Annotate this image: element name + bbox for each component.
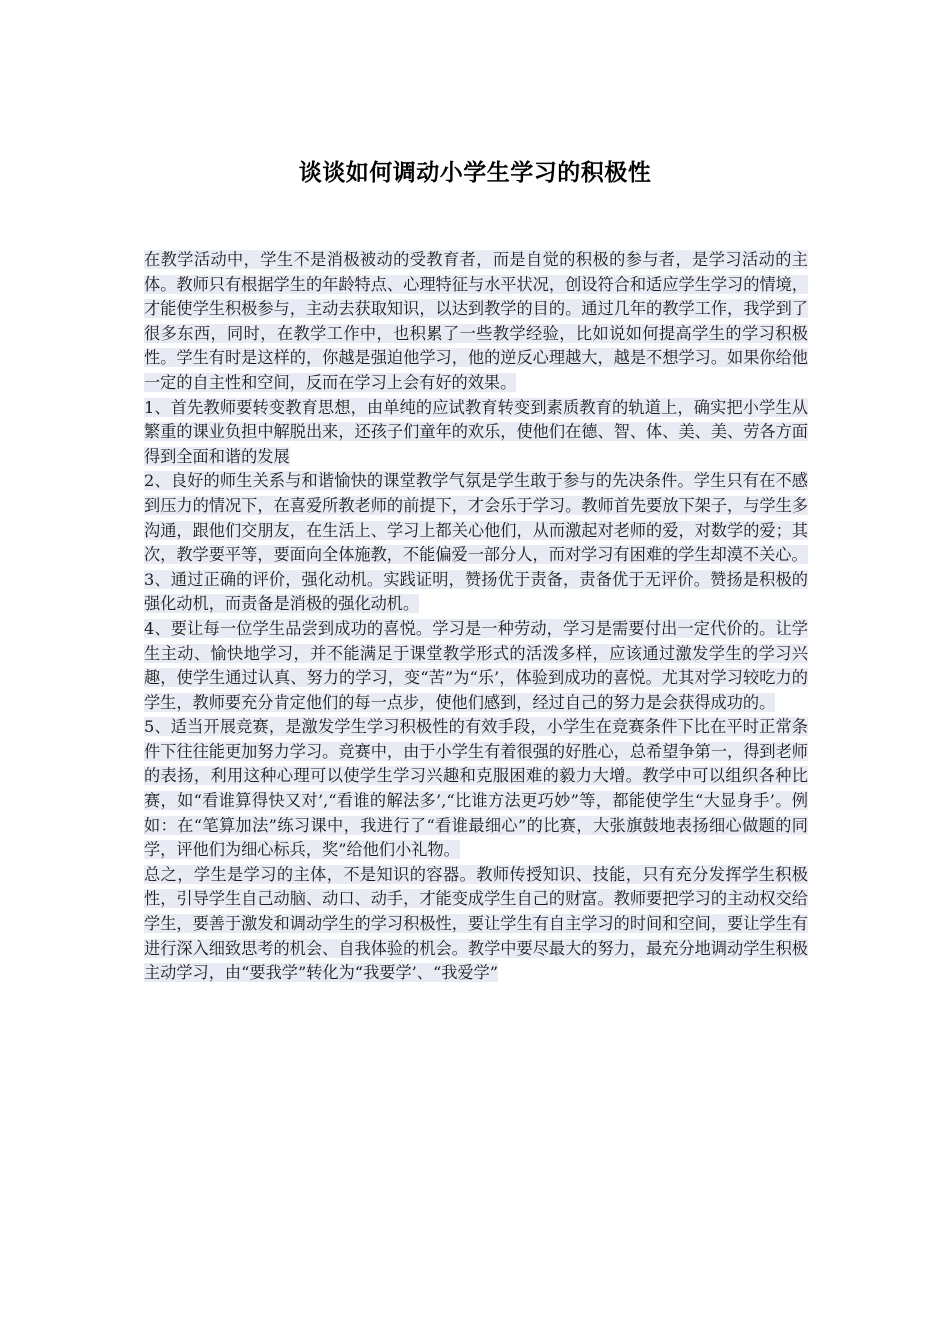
paragraph-text: 1、首先教师要转变教育思想，由单纯的应试教育转变到素质教育的轨道上，确实把小学生从繁重的课业负担中解脱出来，还孩子们童年的欢乐，使他们在德、智、体、美、美、劳各方面得到全面和谐的发展 [144,397,808,466]
paragraph-point-4 [144,617,808,715]
paragraph-point-2 [144,469,808,567]
paragraph-text: 5、适当开展竞赛，是激发学生学习积极性的有效手段，小学生在竞赛条件下比在平时正常条件下往往能更加努力学习。竞赛中，由于小学生有着很强的好胜心，总希望争第一，得到老师的表扬，利用这种心理可以使学生学习兴趣和克服困难的毅力大增。教学中可以组织各种比赛，如“看谁算得快又对’,“看谁的解法多’,“比谁方法更巧妙”等，都能使学生“大显身手’。例如：在“笔算加法”练习课中，我进行了“看谁最细心”的比赛，大张旗鼓地表扬细心做题的同学，评他们为细心标兵，奖”给他们小礼物。 [144,717,808,860]
paragraph-conclusion [144,863,808,986]
paragraph-point-3 [144,568,808,617]
document-title: 谈谈如何调动小学生学习的积极性 [298,159,652,186]
paragraph-text: 2、良好的师生关系与和谐愉快的课堂教学气氛是学生敢于参与的先决条件。学生只有在不感到压力的情况下，在喜爱所教老师的前提下，才会乐于学习。教师首先要放下架子，与学生多沟通，跟他们交朋友，在生活上、学习上都关心他们，从而激起对老师的爱，对数学的爱；其次，教学要平等，要面向全体施教，不能偏爱一部分人，而对学习有困难的学生却漠不关心。 [144,471,808,565]
paragraph-point-1 [144,396,808,470]
paragraph-text: 总之，学生是学习的主体，不是知识的容器。教师传授知识、技能，只有充分发挥学生积极性，引导学生自己动脑、动口、动手，才能变成学生自己的财富。教师要把学习的主动权交给学生，要善于激发和调动学生的学习积极性，要让学生有自主学习的时间和空间，要让学生有进行深入细致思考的机会、自我体验的机会。教学中要尽最大的努力，最充分地调动学生积极主动学习，由“要我学”转化为“我要学’、“我爱学” [144,864,808,983]
document-body [144,248,808,986]
paragraph-text: 4、要让每一位学生品尝到成功的喜悦。学习是一种劳动，学习是需要付出一定代价的。让学生主动、愉快地学习，并不能满足于课堂教学形式的活泼多样，应该通过激发学生的学习兴趣，使学生通过认真、努力的学习，变“苦”为“乐’，体验到成功的喜悦。尤其对学习较吃力的学生，教师要充分肯定他们的每一点步，使他们感到，经过自己的努力是会获得成功的。 [144,618,808,712]
paragraph-point-5 [144,715,808,863]
paragraph-intro [144,248,808,396]
paragraph-text: 在教学活动中，学生不是消极被动的受教育者，而是自觉的积极的参与者，是学习活动的主体。教师只有根据学生的年龄特点、心理特征与水平状况，创设符合和适应学生学习的情境，才能使学生积极参与，主动去获取知识，以达到教学的目的。通过几年的教学工作，我学到了很多东西，同时，在教学工作中，也积累了一些教学经验，比如说如何提高学生的学习积极性。学生有时是这样的，你越是强迫他学习，他的逆反心理越大，越是不想学习。如果你给他一定的自主性和空间，反而在学习上会有好的效果。 [144,250,808,392]
paragraph-text: 3、通过正确的评价，强化动机。实践证明，赞扬优于责备，责备优于无评价。赞扬是积极的强化动机，而责备是消极的强化动机。 [144,569,808,614]
